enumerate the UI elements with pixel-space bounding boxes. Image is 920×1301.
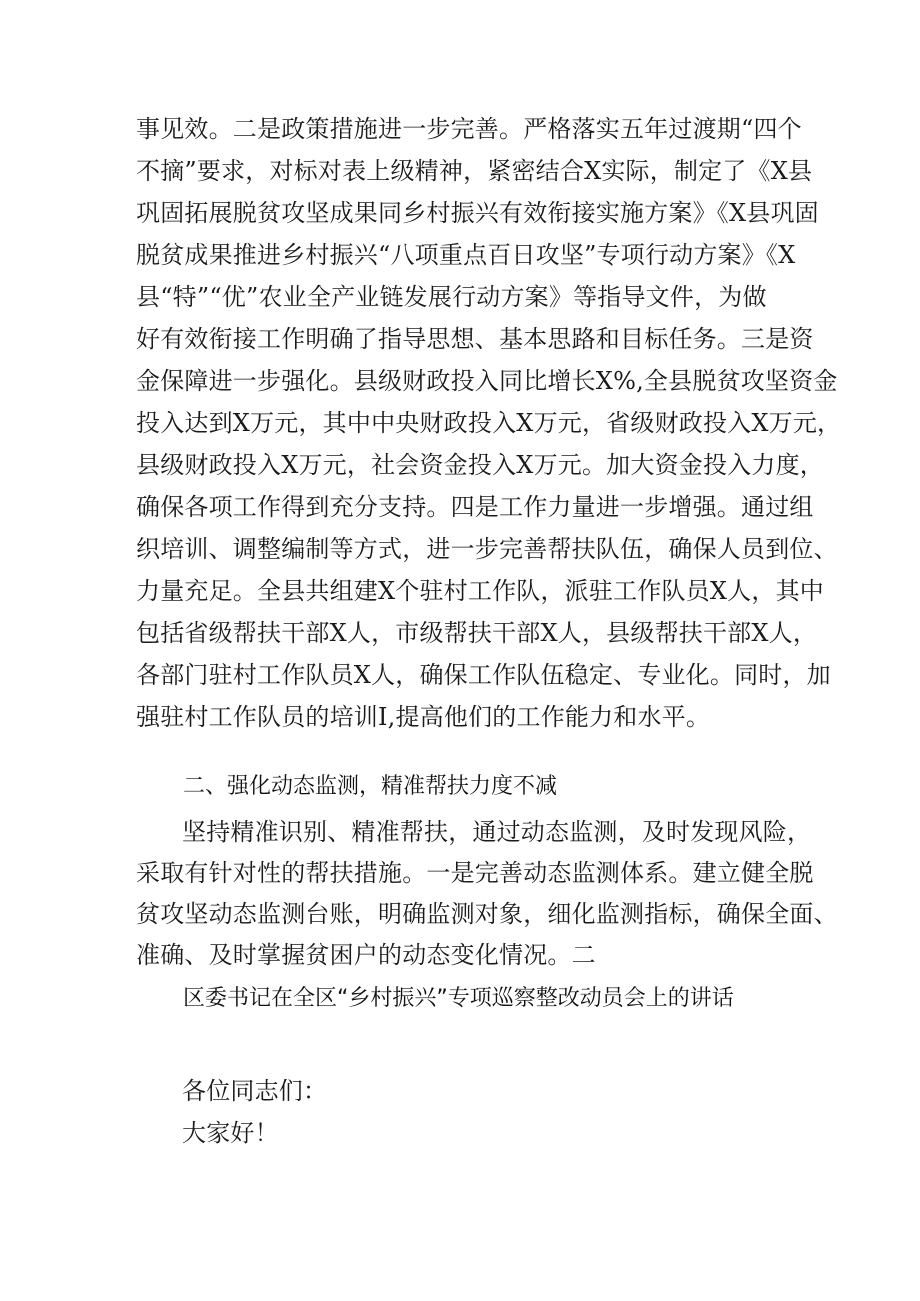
section-line-4: 准确、及时掌握贫困户的动态变化情况。二 <box>136 941 596 969</box>
body-line-10: 确保各项工作得到充分支持。四是工作力量进一步增强。通过组 <box>136 493 814 521</box>
body-line-3: 巩固拓展脱贫攻坚成果同乡村振兴有效衔接实施方案》《X县巩固 <box>136 199 819 227</box>
body-line-14: 各部门驻村工作队员X人，确保工作队伍稳定、专业化。同时，加 <box>136 661 831 689</box>
body-line-1: 事见效。二是政策措施进一步完善。严格落实五年过渡期“四个 <box>136 115 802 143</box>
body-line-15: 强驻村工作队员的培训I,提高他们的工作能力和水平。 <box>136 703 711 731</box>
body-line-13: 包括省级帮扶干部X人，市级帮扶干部X人，县级帮扶干部X人， <box>136 619 818 647</box>
body-line-11: 织培训、调整编制等方式，进一步完善帮扶队伍，确保人员到位、 <box>136 535 838 563</box>
section-line-2: 采取有针对性的帮扶措施。一是完善动态监测体系。建立健全脱 <box>136 859 814 887</box>
greeting: 大家好！ <box>182 1119 279 1147</box>
body-line-2: 不摘”要求，对标对表上级精神，紧密结合X实际，制定了《X县 <box>136 157 813 185</box>
body-line-7: 金保障进一步强化。县级财政投入同比增长X%,全县脱贫攻坚资金 <box>136 367 838 395</box>
section-heading: 二、强化动态监测，精准帮扶力度不减 <box>183 774 558 799</box>
salutation: 各位同志们： <box>182 1077 328 1105</box>
speech-title: 区委书记在全区“乡村振兴”专项巡察整改动员会上的讲话 <box>183 986 734 1011</box>
body-line-5: 县“特”“优”农业全产业链发展行动方案》等指导文件，为做 <box>136 283 767 311</box>
body-line-9: 县级财政投入X万元，社会资金投入X万元。加大资金投入力度， <box>136 451 824 479</box>
section-line-3: 贫攻坚动态监测台账，明确监测对象，细化监测指标，确保全面、 <box>136 900 838 928</box>
body-line-12: 力量充足。全县共组建X个驻村工作队，派驻工作队员X人，其中 <box>136 577 824 605</box>
body-line-8: 投入达到X万元，其中中央财政投入X万元，省级财政投入X万元， <box>136 409 842 437</box>
body-line-6: 好有效衔接工作明确了指导思想、基本思路和目标任务。三是资 <box>136 325 814 353</box>
section-line-1: 坚持精准识别、精准帮扶，通过动态监测，及时发现风险， <box>182 818 812 846</box>
body-line-4: 脱贫成果推进乡村振兴“八项重点百日攻坚”专项行动方案》《X <box>136 241 796 269</box>
